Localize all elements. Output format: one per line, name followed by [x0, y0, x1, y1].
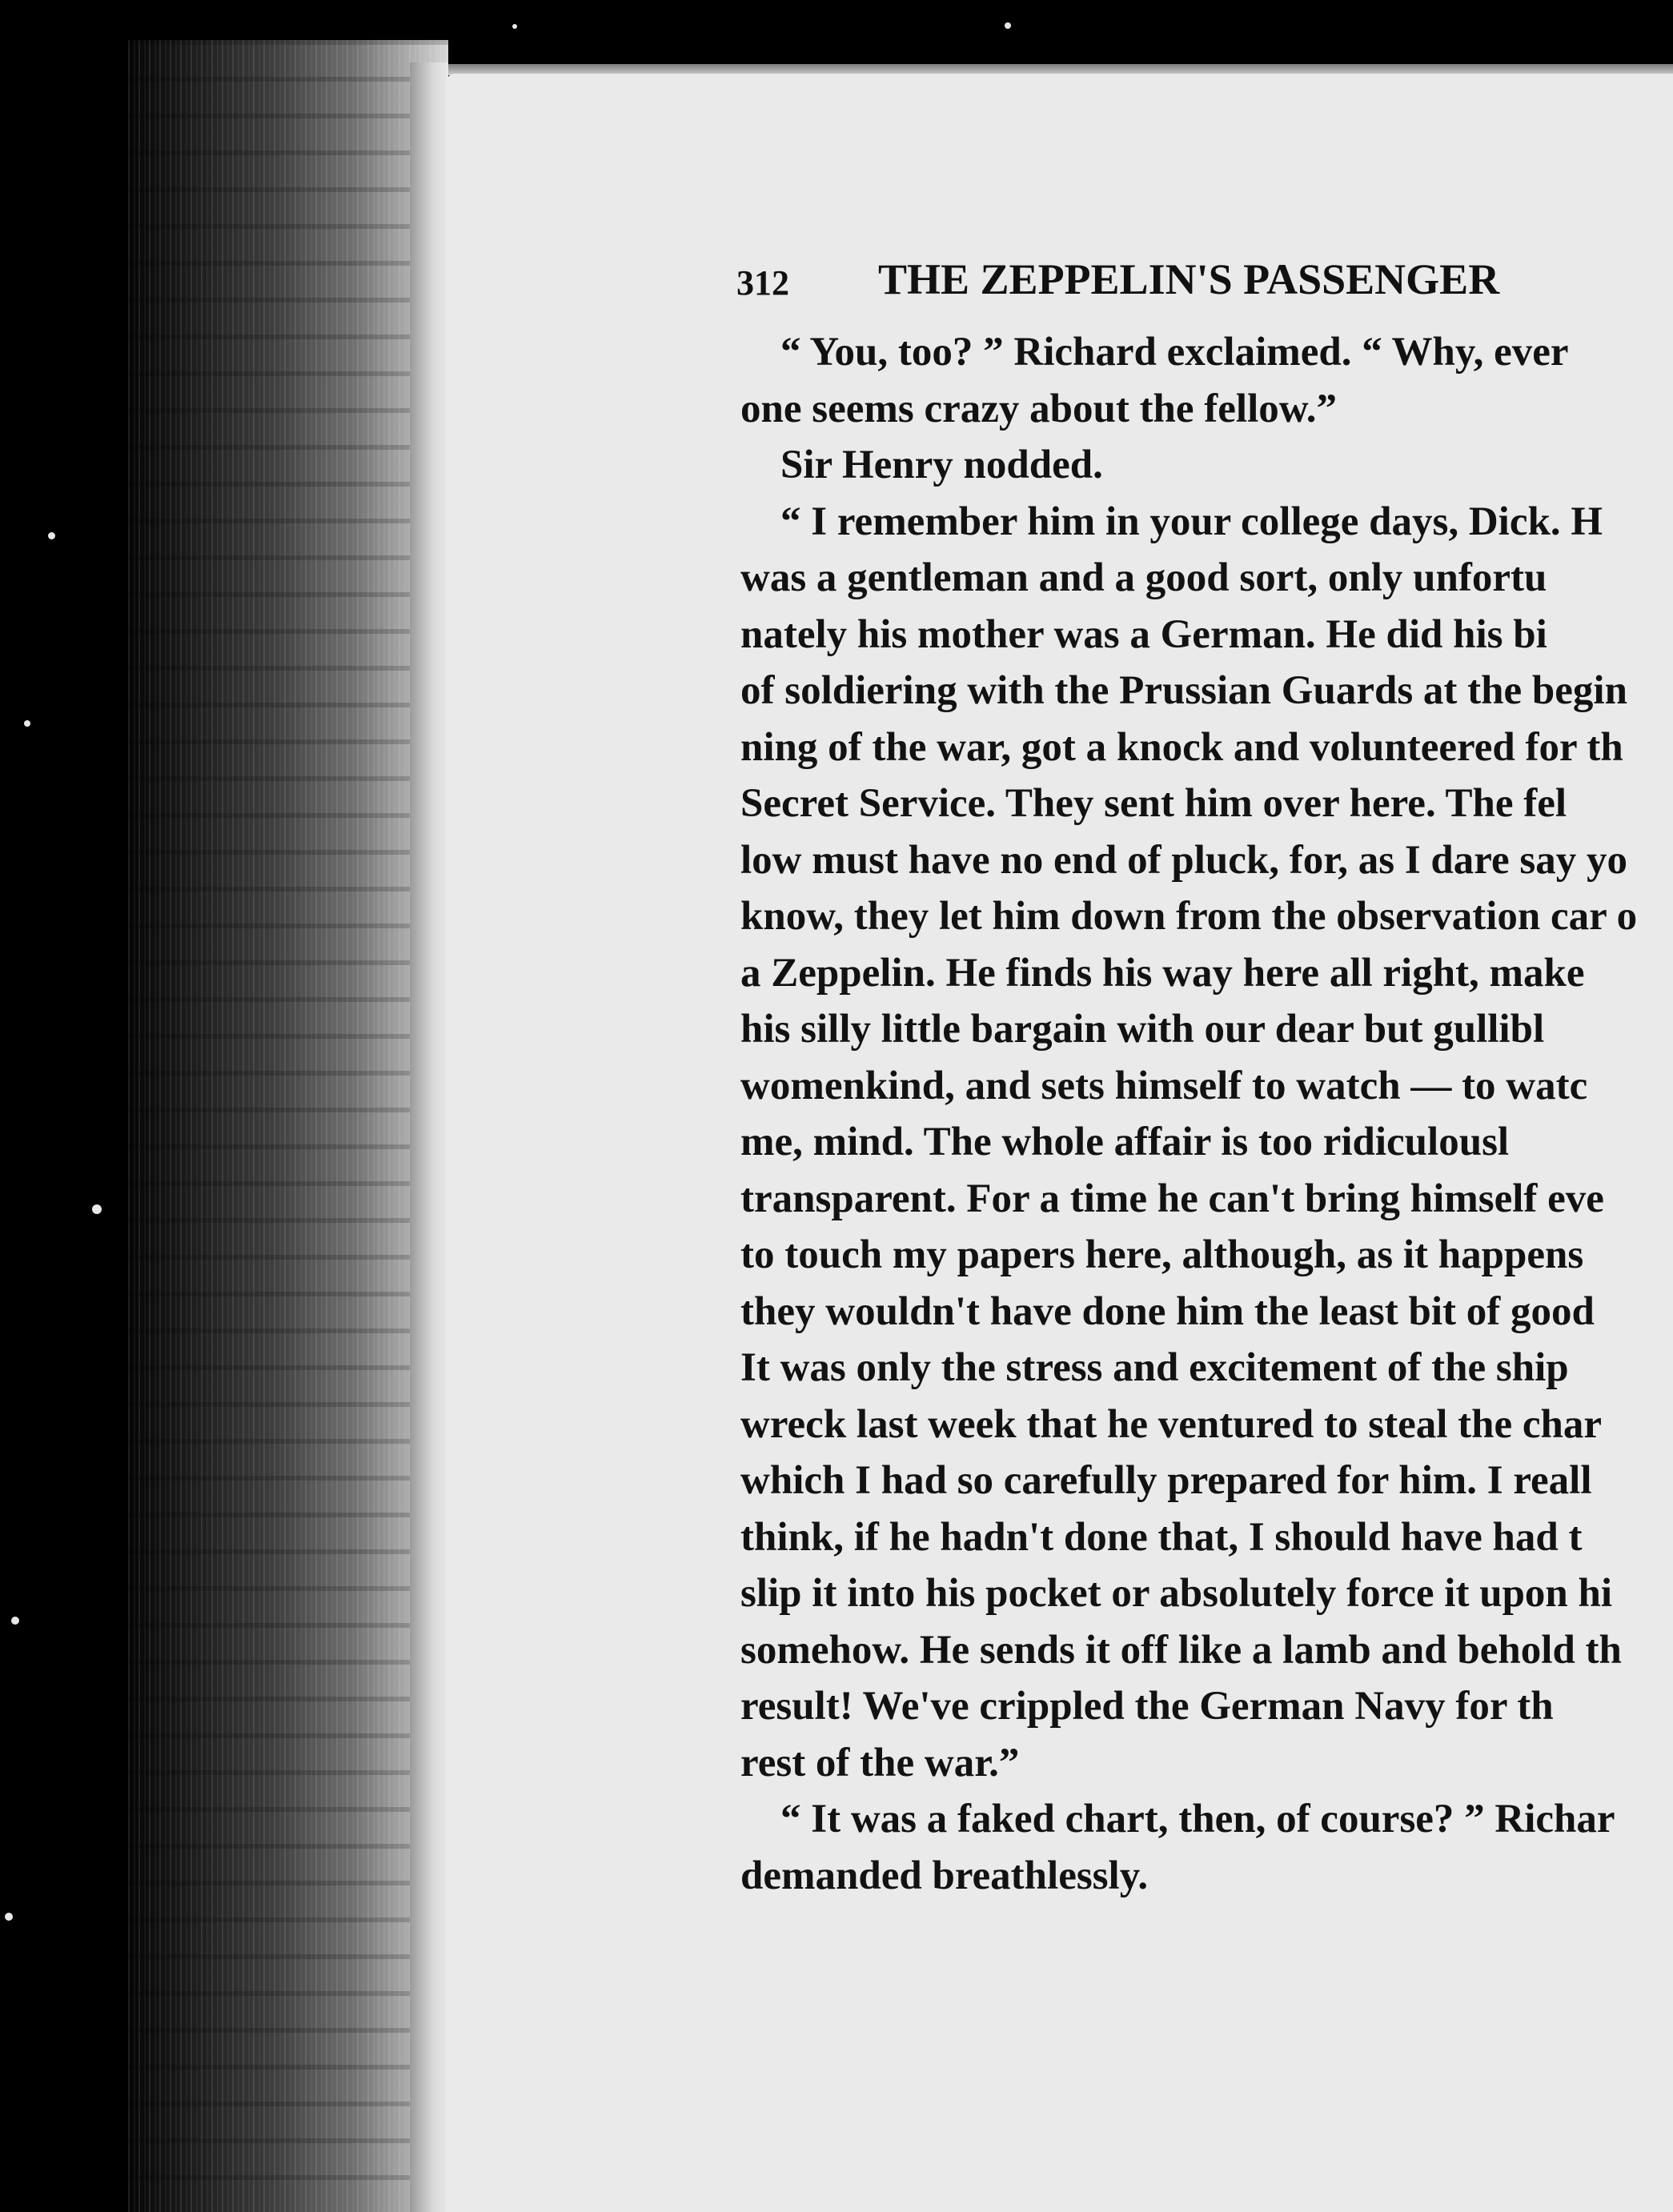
page-edge: [410, 62, 448, 2212]
text-line: know, they let him down from the observation car o: [740, 894, 1638, 939]
text-line: was a gentleman and a good sort, only unfortu: [740, 555, 1547, 600]
text-line: a Zeppelin. He finds his way here all right, make: [740, 950, 1585, 996]
scan-speck: [24, 720, 30, 727]
scan-speck: [1005, 22, 1011, 29]
text-line: of soldiering with the Prussian Guards at the begin: [740, 668, 1627, 713]
text-line: they wouldn't have done him the least bit of good: [740, 1288, 1595, 1334]
running-title: THE ZEPPELIN'S PASSENGER: [878, 255, 1500, 303]
fore-edge-shading: [128, 40, 448, 2212]
scan-speck: [512, 24, 517, 29]
text-line: womenkind, and sets himself to watch — to watc: [740, 1063, 1588, 1108]
text-line: nately his mother was a German. He did his bi: [740, 611, 1547, 657]
scan-speck: [11, 1617, 19, 1625]
body-text: [740, 324, 1673, 1904]
scan-speck: [5, 1913, 13, 1921]
text-line: to touch my papers here, although, as it happens: [740, 1232, 1584, 1277]
text-line: think, if he hadn't done that, I should have had t: [740, 1514, 1583, 1560]
text-line: which I had so carefully prepared for him. I reall: [740, 1458, 1592, 1503]
text-line: “ It was a faked chart, then, of course? ” Richar: [780, 1797, 1615, 1841]
text-line: somehow. He sends it off like a lamb and behold th: [740, 1627, 1622, 1673]
page-number: 312: [736, 263, 789, 303]
text-line: one seems crazy about the fellow.”: [740, 386, 1338, 431]
text-line: rest of the war.”: [740, 1740, 1020, 1785]
text-line: demanded breathlessly.: [740, 1853, 1149, 1898]
scan-speck: [92, 1204, 102, 1214]
text-line: me, mind. The whole affair is too ridiculousl: [740, 1120, 1510, 1164]
text-line: result! We've crippled the German Navy for th: [740, 1684, 1554, 1729]
text-line: low must have no end of pluck, for, as I dare say yo: [740, 837, 1627, 883]
text-line: Sir Henry nodded.: [780, 443, 1103, 487]
text-line: “ I remember him in your college days, Dick. H: [780, 499, 1603, 544]
text-line: ning of the war, got a knock and volunteered for th: [740, 724, 1623, 770]
scan-speck: [48, 532, 55, 539]
text-line: transparent. For a time he can't bring himself eve: [740, 1176, 1604, 1221]
text-line: It was only the stress and excitement of the ship: [740, 1345, 1569, 1390]
text-line: wreck last week that he ventured to steal the char: [740, 1401, 1603, 1447]
text-line: his silly little bargain with our dear but gullibl: [740, 1007, 1545, 1052]
text-line: Secret Service. They sent him over here. The fel: [740, 781, 1567, 826]
text-line: slip it into his pocket or absolutely force it upon hi: [740, 1571, 1613, 1616]
text-line: “ You, too? ” Richard exclaimed. “ Why, ever: [780, 330, 1569, 375]
